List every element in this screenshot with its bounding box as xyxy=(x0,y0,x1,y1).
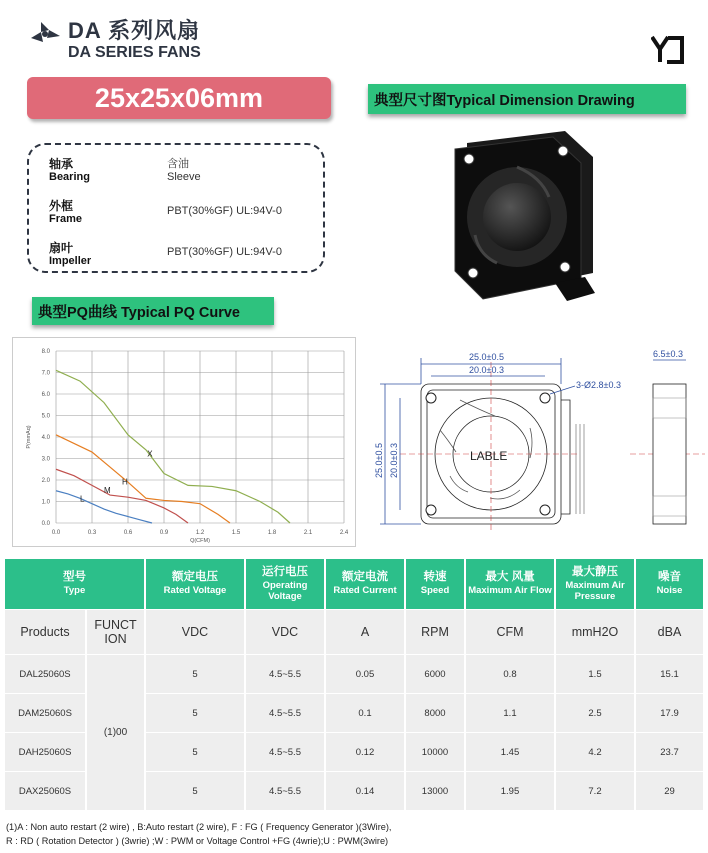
frame-value: PBT(30%GF) UL:94V-0 xyxy=(167,205,282,217)
y-axis-label: P(mmAq) xyxy=(26,425,32,449)
unit-cell: RPM xyxy=(406,610,464,654)
y-tick-label: 4.0 xyxy=(41,435,50,441)
unit-cell: A xyxy=(326,610,404,654)
frame-label-en: Frame xyxy=(49,213,83,225)
dim-hole-spacing: 20.0±0.3 xyxy=(469,365,504,375)
header-type: 型号 Type xyxy=(5,559,144,609)
unit-cell: VDC xyxy=(146,610,244,654)
table-cell: 4.2 xyxy=(556,733,634,771)
bearing-value: Sleeve xyxy=(167,171,201,183)
corner-logo-icon xyxy=(651,35,685,65)
y-tick-label: 8.0 xyxy=(41,349,50,355)
table-cell: 8000 xyxy=(406,694,464,732)
dim-hole-diameter: 3-Ø2.8±0.3 xyxy=(576,380,621,390)
series-label-m: M xyxy=(104,485,111,495)
table-row xyxy=(5,655,703,693)
table-cell: 10000 xyxy=(406,733,464,771)
series-label-l: L xyxy=(80,494,85,504)
series-line-l xyxy=(56,491,152,523)
header-speed: 转速 Speed xyxy=(406,559,464,609)
y-tick-label: 6.0 xyxy=(41,392,50,398)
unit-cell: dBA xyxy=(636,610,703,654)
side-view xyxy=(653,384,686,524)
series-label-h: H xyxy=(122,477,128,487)
model-cell: DAH25060S xyxy=(5,733,85,771)
table-cell: 4.5~5.5 xyxy=(246,772,324,810)
bearing-value-cn: 含油 xyxy=(167,158,189,170)
pq-section-title: 典型PQ曲线 Typical PQ Curve xyxy=(32,297,274,325)
table-cell: 0.8 xyxy=(466,655,554,693)
header-noise: 噪音 Noise xyxy=(636,559,703,609)
y-tick-label: 3.0 xyxy=(41,456,50,463)
x-tick-label: 1.5 xyxy=(231,530,241,536)
x-tick-label: 1.8 xyxy=(267,530,277,536)
table-cell: 1.5 xyxy=(556,655,634,693)
brand-title-cn: DA 系列风扇 xyxy=(68,18,201,43)
dim-outer-height: 25.0±0.5 xyxy=(374,443,384,478)
model-cell: DAX25060S xyxy=(5,772,85,810)
bearing-label-en: Bearing xyxy=(49,171,90,183)
unit-cell: FUNCT ION xyxy=(87,610,144,654)
unit-cell: mmH2O xyxy=(556,610,634,654)
spec-box xyxy=(27,143,325,273)
y-tick-label: 2.0 xyxy=(41,478,50,484)
model-cell: DAL25060S xyxy=(5,655,85,693)
table-cell: 6000 xyxy=(406,655,464,693)
table-cell: 4.5~5.5 xyxy=(246,655,324,693)
x-tick-label: 0.3 xyxy=(87,530,97,536)
frame-label-cn: 外框 xyxy=(49,199,74,213)
x-axis-label: Q(CFM) xyxy=(190,538,210,544)
dimension-section-title: 典型尺寸图Typical Dimension Drawing xyxy=(368,84,686,114)
footnote-line-1: (1)A : Non auto restart (2 wire) , B:Auto restart (2 wire), F : FG ( Frequency Generator )(3Wire), xyxy=(6,822,392,832)
spec-table xyxy=(3,558,705,811)
y-tick-label: 0.0 xyxy=(41,521,50,527)
series-label-x: X xyxy=(147,449,153,459)
x-tick-label: 0.9 xyxy=(159,530,169,536)
impeller-value: PBT(30%GF) UL:94V-0 xyxy=(167,246,282,258)
table-cell: 0.12 xyxy=(326,733,404,771)
impeller-label-en: Impeller xyxy=(49,255,92,267)
dimension-drawing xyxy=(370,340,705,530)
series-line-x xyxy=(56,370,290,523)
table-cell: 5 xyxy=(146,655,244,693)
table-cell: 5 xyxy=(146,772,244,810)
brand-logo-icon xyxy=(27,18,63,48)
table-cell: 2.5 xyxy=(556,694,634,732)
pq-curve-chart xyxy=(12,337,356,547)
table-cell: 23.7 xyxy=(636,733,703,771)
size-banner: 25x25x06mm xyxy=(27,77,331,119)
dim-outer-width: 25.0±0.5 xyxy=(469,352,504,362)
header-air-flow: 最大 风量 Maximum Air Flow xyxy=(466,559,554,609)
impeller-label-cn: 扇叶 xyxy=(49,241,74,255)
table-cell: 15.1 xyxy=(636,655,703,693)
table-header-row xyxy=(5,559,703,609)
x-tick-label: 2.4 xyxy=(339,530,349,536)
table-cell: 0.1 xyxy=(326,694,404,732)
label-area-text: LABLE xyxy=(470,449,508,463)
bearing-label-cn: 轴承 xyxy=(49,157,74,171)
unit-cell: VDC xyxy=(246,610,324,654)
table-cell: 5 xyxy=(146,733,244,771)
header-operating-voltage: 运行电压 Operating Voltage xyxy=(246,559,324,609)
x-tick-label: 0.0 xyxy=(51,530,61,536)
table-units-row xyxy=(5,610,703,654)
x-tick-label: 2.1 xyxy=(303,530,313,536)
y-tick-label: 1.0 xyxy=(41,499,50,506)
table-cell: 1.45 xyxy=(466,733,554,771)
table-cell: 29 xyxy=(636,772,703,810)
brand-title-en: DA SERIES FANS xyxy=(68,44,201,61)
y-tick-label: 5.0 xyxy=(41,413,50,420)
dim-hole-spacing-v: 20.0±0.3 xyxy=(389,443,399,478)
model-cell: DAM25060S xyxy=(5,694,85,732)
x-tick-label: 1.2 xyxy=(195,530,205,536)
table-cell: 0.05 xyxy=(326,655,404,693)
table-cell: 17.9 xyxy=(636,694,703,732)
table-cell: 4.5~5.5 xyxy=(246,694,324,732)
table-cell: 4.5~5.5 xyxy=(246,733,324,771)
table-cell: 1.1 xyxy=(466,694,554,732)
x-tick-label: 0.6 xyxy=(123,530,133,536)
table-cell: 1.95 xyxy=(466,772,554,810)
table-cell: 0.14 xyxy=(326,772,404,810)
unit-cell: Products xyxy=(5,610,85,654)
header-air-pressure: 最大静压 Maximum Air Pressure xyxy=(556,559,634,609)
dim-thickness: 6.5±0.3 xyxy=(653,349,683,359)
unit-cell: CFM xyxy=(466,610,554,654)
header-rated-current: 额定电流 Rated Current xyxy=(326,559,404,609)
table-cell: 5 xyxy=(146,694,244,732)
fan-product-image xyxy=(445,125,605,315)
function-cell: (1)00 xyxy=(87,655,144,810)
table-cell: 7.2 xyxy=(556,772,634,810)
y-tick-label: 7.0 xyxy=(41,370,50,377)
footnote-line-2: R : RD ( Rotation Detector ) (3wrie) ;W : PWM or Voltage Control +FG (4wrie);U : PWM(3wire) xyxy=(6,836,389,846)
table-cell: 13000 xyxy=(406,772,464,810)
header-rated-voltage: 额定电压 Rated Voltage xyxy=(146,559,244,609)
